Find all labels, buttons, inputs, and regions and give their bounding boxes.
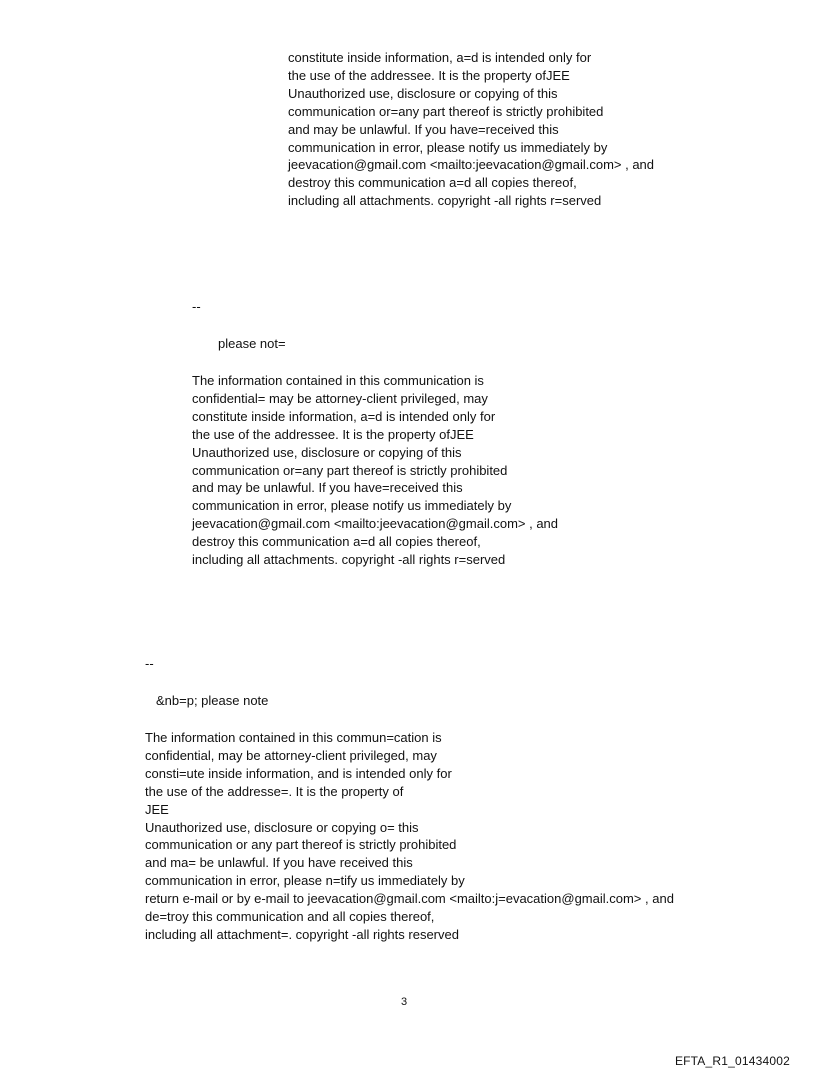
note-heading-1: please not= <box>218 336 286 351</box>
text-line: confidential= may be attorney-client privileged, may <box>192 390 488 406</box>
text-line: Unauthorized use, disclosure or copying of this <box>288 85 558 101</box>
text-line: communication or any part thereof is strictly prohibited <box>145 837 457 853</box>
separator-2: -- <box>145 656 154 671</box>
text-line: communication or=any part thereof is strictly prohibited <box>192 462 508 478</box>
text-line: confidential, may be attorney-client privileged, may <box>145 747 437 763</box>
text-line: communication in error, please notify us immediately by <box>192 498 512 514</box>
text-line: the use of the addressee. It is the property ofJEE <box>288 67 570 83</box>
text-line: jeevacation@gmail.com <mailto:jeevacation@gmail.com> , and <box>288 157 655 173</box>
text-line: destroy this communication a=d all copies thereof, <box>288 175 577 191</box>
disclaimer-block-3 <box>145 729 674 944</box>
text-line: jeevacation@gmail.com <mailto:jeevacation@gmail.com> , and <box>192 516 559 532</box>
text-line: the use of the addresse=. It is the property of <box>145 783 404 799</box>
text-line: including all attachment=. copyright -all rights reserved <box>145 926 459 942</box>
separator-1: -- <box>192 299 201 314</box>
text-line: de=troy this communication and all copies thereof, <box>145 909 435 925</box>
text-line: communication in error, please notify us immediately by <box>288 139 608 155</box>
text-line: The information contained in this commun=cation is <box>145 730 442 745</box>
text-line: constitute inside information, a=d is intended only for <box>192 408 496 424</box>
text-line: including all attachments. copyright -all rights r=served <box>288 193 602 209</box>
text-line: communication or=any part thereof is strictly prohibited <box>288 103 604 119</box>
text-line: and may be unlawful. If you have=received this <box>192 480 463 496</box>
text-line: return e-mail or by e-mail to jeevacation@gmail.com <mailto:j=evacation@gmail.com> , and <box>145 891 674 907</box>
text-line: Unauthorized use, disclosure or copying o= this <box>145 819 419 835</box>
disclaimer-block-1 <box>288 49 654 210</box>
text-line: including all attachments. copyright -all rights r=served <box>192 552 506 568</box>
text-line: communication in error, please n=tify us immediately by <box>145 873 465 889</box>
bates-number: EFTA_R1_01434002 <box>674 1054 790 1068</box>
note-heading-2: &nb=p; please note <box>156 693 269 708</box>
page-number: 3 <box>401 996 408 1008</box>
text-line: the use of the addressee. It is the property ofJEE <box>192 426 474 442</box>
text-line: and ma= be unlawful. If you have received this <box>145 855 413 871</box>
text-line: destroy this communication a=d all copies thereof, <box>192 534 481 550</box>
text-line: and may be unlawful. If you have=received this <box>288 121 559 137</box>
text-line: constitute inside information, a=d is intended only for <box>288 50 592 65</box>
text-line: Unauthorized use, disclosure or copying of this <box>192 444 462 460</box>
disclaimer-block-2 <box>192 372 558 569</box>
text-line: The information contained in this communication is <box>192 373 484 388</box>
text-line: consti=ute inside information, and is intended only for <box>145 765 452 781</box>
text-line: JEE <box>145 801 169 817</box>
